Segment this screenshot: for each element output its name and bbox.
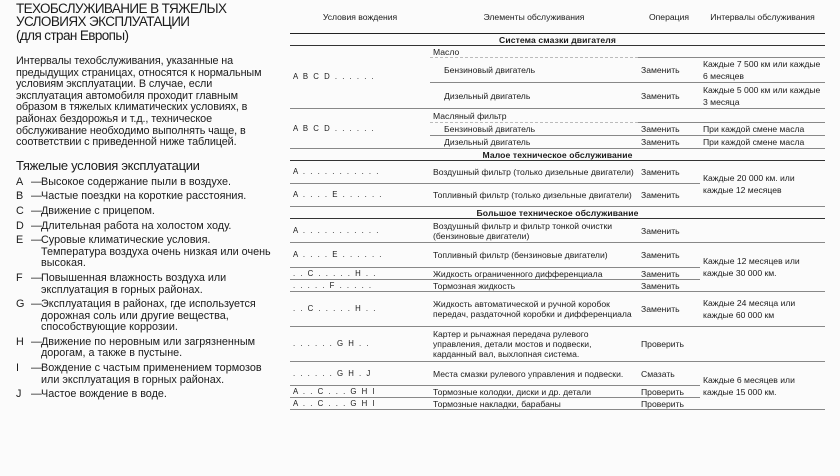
conditions-cell: A B C D . . . . . .	[290, 109, 430, 149]
operation-cell: Заменить	[638, 243, 700, 268]
condition-item: D — Длительная работа на холостом ходу.	[16, 219, 232, 232]
intro-paragraph: Интервалы техобслуживания, указанные на предыдущих страницах, относятся к нормальным условиям эксплуатации. В случае, если эксплуатация автомобиля проходит главным образом в тяжелых климатических условиях, в районах бездорожья и т.д., техническое обслуживание необходимо выполнять чаще, в соответствии с приведенной ниже таблицей.	[16, 55, 262, 149]
table-row	[290, 46, 825, 58]
conditions-cell: . . . . . . G H . .	[290, 327, 430, 362]
item-cell: Бензиновый двигатель	[430, 58, 638, 83]
table-row	[290, 219, 825, 243]
interval-cell: Каждые 6 месяцев или каждые 15 000 км.	[700, 362, 825, 410]
item-cell: Масло	[430, 46, 638, 58]
operation-cell: Заменить	[638, 58, 700, 83]
section-title: Система смазки двигателя	[290, 34, 825, 46]
table-row	[290, 327, 825, 362]
table-row	[290, 243, 825, 268]
conditions-cell: A . . . . E . . . . . .	[290, 243, 430, 268]
section-title: Малое техническое обслуживание	[290, 149, 825, 161]
item-cell: Картер и рычажная передача рулевого управления, детали мостов и подвески, карданный вал, выхлопная система.	[430, 327, 638, 362]
operation-cell: Заменить	[638, 83, 700, 109]
conditions-cell: . . . . . F . . . . .	[290, 280, 430, 292]
condition-item: C — Движение с прицепом.	[16, 204, 155, 217]
operation-cell: Заменить	[638, 161, 700, 184]
section-row	[290, 149, 825, 161]
condition-item: H — Движение по неровным или загрязненным дорогам, а также в пустыне.	[16, 335, 256, 360]
operation-cell: Заменить	[638, 123, 700, 136]
conditions-cell: A . . . . E . . . . . .	[290, 184, 430, 207]
conditions-cell: A . . C . . . G H I	[290, 386, 430, 398]
conditions-cell: A . . . . . . . . . . .	[290, 161, 430, 184]
page-title	[16, 2, 278, 42]
title-line-2: УСЛОВИЯХ ЭКСПЛУАТАЦИИ	[16, 14, 190, 29]
item-cell: Жидкость ограниченного дифференциала	[430, 268, 638, 280]
conditions-cell: A B C D . . . . . .	[290, 46, 430, 109]
interval-cell: Каждые 24 месяца или каждые 60 000 км	[700, 292, 825, 327]
item-cell: Дизельный двигатель	[430, 136, 638, 149]
conditions-cell: . . C . . . . . H . .	[290, 268, 430, 280]
interval-cell: Каждые 7 500 км или каждые 6 месяцев	[700, 58, 825, 83]
operation-cell: Заменить	[638, 280, 700, 292]
header-conditions: Условия вождения	[290, 0, 430, 34]
table-row	[290, 109, 825, 123]
interval-cell: Каждые 5 000 км или каждые 3 месяца	[700, 83, 825, 109]
conditions-cell: A . . . . . . . . . . .	[290, 219, 430, 243]
condition-item: E — Суровые климатические условия. Температура воздуха очень низкая или очень высокая.	[16, 234, 271, 270]
header-items: Элементы обслуживания	[430, 0, 638, 34]
table-header	[290, 0, 825, 34]
operation-cell: Проверить	[638, 327, 700, 362]
condition-item: I — Вождение с частым применением тормозов или эксплуатация в горных районах.	[16, 362, 262, 386]
title-line-3: (для стран Европы)	[16, 28, 129, 43]
item-cell: Масляный фильтр	[430, 109, 638, 123]
conditions-cell: A . . C . . . G H I	[290, 398, 430, 410]
operation-cell: Смазать	[638, 362, 700, 386]
condition-item: F — Повышенная влажность воздуха или эксплуатация в горных районах.	[16, 271, 227, 296]
condition-item: A — Высокое содержание пыли в воздухе.	[16, 175, 232, 188]
left-column	[16, 0, 278, 404]
section-title: Большое техническое обслуживание	[290, 207, 825, 219]
operation-cell: Заменить	[638, 184, 700, 207]
operation-cell: Заменить	[638, 136, 700, 149]
conditions-heading: Тяжелые условия эксплуатации	[16, 157, 200, 173]
operation-cell: Заменить	[638, 268, 700, 280]
table-row	[290, 292, 825, 327]
condition-item: G — Эксплуатация в районах, где используется дорожная соль или другие вещества, способствующие коррозии.	[16, 298, 256, 334]
header-operation: Операция	[638, 0, 700, 34]
item-cell: Тормозные накладки, барабаны	[430, 398, 638, 410]
item-cell: Воздушный фильтр (только дизельные двигатели)	[430, 161, 638, 184]
interval-cell: При каждой смене масла	[700, 136, 825, 149]
item-cell: Воздушный фильтр и фильтр тонкой очистки (бензиновые двигатели)	[430, 219, 638, 243]
item-cell: Тормозные колодки, диски и др. детали	[430, 386, 638, 398]
operation-cell: Проверить	[638, 386, 700, 398]
section-row	[290, 34, 825, 46]
section-row	[290, 207, 825, 219]
header-intervals: Интервалы обслуживания	[700, 0, 825, 34]
interval-cell: Каждые 20 000 км. или каждые 12 месяцев	[700, 161, 825, 207]
item-cell: Места смазки рулевого управления и подвески.	[430, 362, 638, 386]
condition-item: J — Частое вождение в воде.	[16, 388, 167, 401]
interval-cell: Каждые 12 месяцев или каждые 30 000 км.	[700, 243, 825, 292]
operation-cell: Проверить	[638, 398, 700, 410]
title-line-1: ТЕХОБСЛУЖИВАНИЕ В ТЯЖЕЛЫХ	[16, 1, 227, 16]
maintenance-table	[290, 0, 825, 410]
item-cell: Дизельный двигатель	[430, 83, 638, 109]
item-cell: Жидкость автоматической и ручной коробок передач, раздаточной коробки и дифференциала	[430, 292, 638, 327]
operation-cell: Заменить	[638, 219, 700, 243]
operation-cell: Заменить	[638, 292, 700, 327]
conditions-list	[16, 177, 278, 401]
item-cell: Тормозная жидкость	[430, 280, 638, 292]
interval-cell: При каждой смене масла	[700, 123, 825, 136]
conditions-cell: . . C . . . . . H . .	[290, 292, 430, 327]
item-cell: Топливный фильтр (только дизельные двигатели)	[430, 184, 638, 207]
conditions-cell: . . . . . . G H . J	[290, 362, 430, 386]
condition-item: B — Частые поездки на короткие расстояния.	[16, 190, 247, 203]
item-cell: Бензиновый двигатель	[430, 123, 638, 136]
item-cell: Топливный фильтр (бензиновые двигатели)	[430, 243, 638, 268]
table-row	[290, 362, 825, 386]
table-row	[290, 161, 825, 184]
